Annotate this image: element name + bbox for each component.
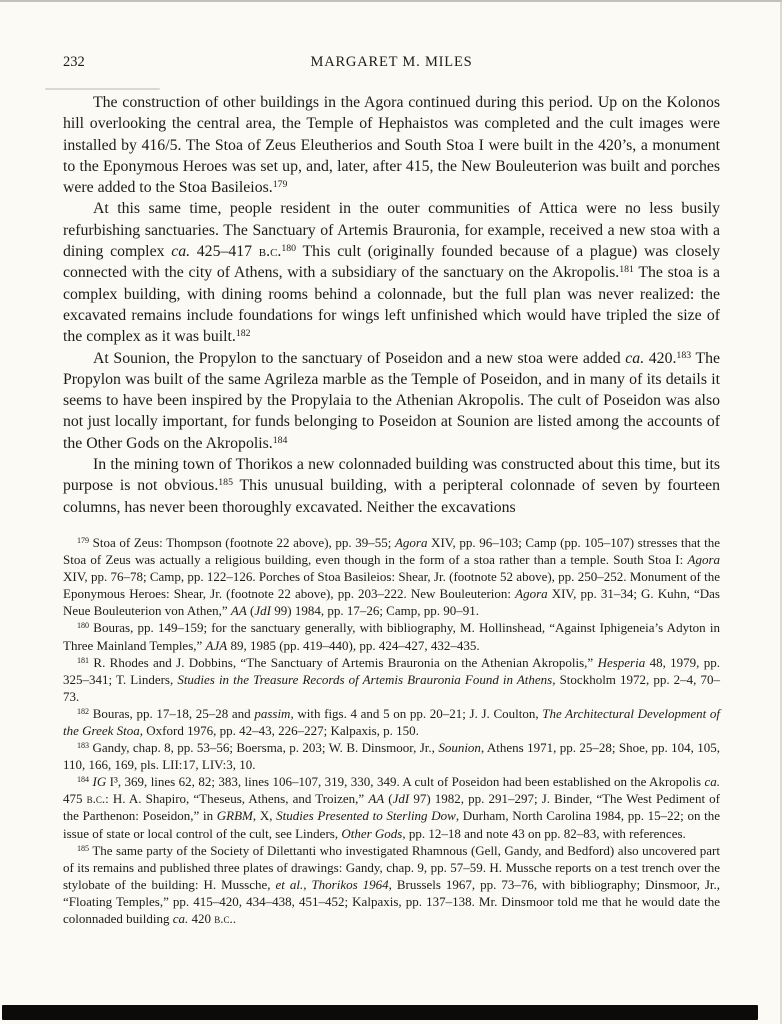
- body-paragraph-2: [63, 198, 720, 347]
- footnote-ref: 180: [77, 621, 90, 631]
- text-run: JdI: [392, 791, 410, 807]
- page-content: [63, 92, 720, 927]
- footnote-185: [63, 842, 720, 927]
- footnote-ref: 179: [272, 179, 288, 191]
- text-run: (: [384, 791, 393, 807]
- text-run: 425–417: [190, 243, 259, 261]
- footnote-180: [63, 619, 720, 653]
- text-run: Stoa of Zeus: Thompson (footnote 22 above), pp. 39–55;: [89, 534, 395, 550]
- footnote-ref: 183: [676, 349, 692, 361]
- text-run: Studies Presented to Sterling Dow: [276, 808, 456, 824]
- text-run: 420: [188, 911, 215, 926]
- text-run: The construction of other buildings in the Agora continued during this period. Up on the Kolonos hill overlooking the central area, the Temple of Hephaistos was completed and the cult images were installed by 416/5. The Stoa of Zeus Eleutherios and South Stoa I were built in the 420’s, a monument to the Eponymous Heroes was set up, and, later, after 415, the New Bouleuterion was built and porches were added to the Stoa Basileios.: [63, 94, 720, 197]
- text-run: Bouras, pp. 17–18, 25–28 and: [89, 705, 255, 721]
- text-run: Gandy, chap. 8, pp. 53–56; Boersma, p. 203; W. B. Dinsmoor, Jr.,: [89, 740, 439, 756]
- text-run: Studies in the Treasure Records of Artemis Brauronia Found in Athens: [177, 671, 553, 687]
- text-run: (: [246, 603, 255, 619]
- text-run: XIV, pp. 76–78; Camp, pp. 122–126. Porches of Stoa Basileios: Shear, Jr. (footnote 52 above), pp. 250–252. Monument of the Eponymous Heroes: Shear, Jr. (footnote 22 above), pp. 203–222. New Bouleuterion:: [63, 569, 720, 602]
- text-run: R. Rhodes and J. Dobbins, “The Sanctuary of Artemis Brauronia on the Athenian Akropolis,”: [89, 654, 598, 670]
- text-run: AA: [230, 603, 247, 619]
- footnote-ref: 184: [77, 775, 90, 785]
- text-run: XIV, pp. 31–34; G. Kuhn, “Das Neue Bouleuterion von Athen,”: [63, 586, 720, 619]
- text-run: This cult (originally founded because of a plague) was closely connected with the city of Athens, with a subsidiary of the sanctuary on the Akropolis.: [63, 243, 721, 282]
- footnote-179: [63, 534, 720, 619]
- text-run: The stoa is a complex building, with dining rooms behind a colonnade, but the full plan was never realized: the excavated remains include foundations for wings left unfinished which would have tripled the size of the complex as it was built.: [63, 264, 720, 346]
- running-header: [63, 54, 720, 71]
- text-run: , Oxford 1976, pp. 42–43, 226–227; Kalpaxis, p. 150.: [139, 722, 419, 738]
- text-run: b.c.: [258, 243, 282, 261]
- text-run: At Sounion, the Propylon to the sanctuary of Poseidon and a new stoa were added: [93, 349, 626, 367]
- text-run: : H. A. Shapiro, “Theseus, Athens, and Troizen,”: [105, 791, 369, 807]
- text-run: 97) 1982, pp. 291–297; J. Binder, “The West Pediment of the Parthenon: Poseidon,” in: [63, 791, 720, 824]
- text-run: , Athens 1971, pp. 25–28; Shoe, pp. 104, 105, 110, 166, 169, pls. LII:17, LIV:3, 10.: [63, 740, 721, 773]
- text-run: 89, 1985 (pp. 419–440), pp. 424–427, 432–435.: [227, 637, 480, 653]
- footnote-ref: 185: [77, 843, 90, 853]
- text-run: XIV, pp. 96–103; Camp (pp. 105–107) stresses that the Stoa of Zeus was actually a religious building, even though in the form of a stoa rather than a temple. South Stoa I:: [63, 534, 720, 568]
- text-run: 475: [63, 791, 87, 807]
- text-run: et al.: [275, 876, 304, 892]
- text-run: ca.: [625, 349, 645, 367]
- text-run: Hesperia: [597, 654, 646, 670]
- footnote-182: [63, 705, 720, 739]
- body-paragraph-4: [63, 454, 720, 518]
- footnote-ref: 180: [281, 243, 297, 255]
- text-run: Sounion: [438, 740, 481, 756]
- text-run: At this same time, people resident in the outer communities of Attica were no less busily refurbishing sanctuaries. The Sanctuary of Artemis Brauronia, for example, received a new stoa with a dining complex: [63, 200, 720, 261]
- text-run: b.c.: [214, 911, 233, 926]
- text-run: 420.: [644, 349, 677, 367]
- scan-artifact-smudge: [45, 88, 160, 90]
- footnote-ref: 182: [77, 706, 90, 716]
- text-run: I³, 369, lines 62, 82; 383, lines 106–107, 319, 330, 349. A cult of Poseidon had been established on the Akropolis: [106, 774, 705, 790]
- text-run: , Stockholm 1972, pp. 2–4, 70–73.: [63, 671, 720, 704]
- text-run: JdI: [254, 603, 271, 619]
- text-run: ca.: [171, 243, 191, 261]
- text-run: ca.: [704, 774, 720, 790]
- text-run: ca.: [172, 911, 189, 926]
- text-run: Thorikos 1964: [311, 876, 389, 892]
- text-run: Agora: [687, 552, 720, 568]
- text-run: The Architectural Development of the Greek Stoa: [63, 705, 720, 738]
- text-run: This unusual building, with a peripteral colonnade of seven by fourteen columns, has never been thoroughly excavated. Neither the excavations: [63, 477, 720, 516]
- text-run: , Brussels 1967, pp. 73–76, with bibliography; Dinsmoor, Jr., “Floating Temples,” pp. 415–420, 434–438, 451–452; Kalpaxis, pp. 137–138. Mr. Dinsmoor told me that he would date the colonnaded building: [63, 876, 720, 926]
- text-run: , Durham, North Carolina 1984, pp. 15–22; on the issue of state or local control of the cult, see Linders,: [63, 808, 721, 841]
- footnote-ref: 183: [77, 741, 90, 751]
- body-paragraph-3: [63, 348, 720, 454]
- text-run: IG: [92, 774, 107, 790]
- text-run: 99) 1984, pp. 17–26; Camp, pp. 90–91.: [270, 603, 479, 619]
- footnote-184: [63, 773, 720, 841]
- footnote-ref: 181: [77, 655, 90, 665]
- text-run: Other Gods: [341, 825, 403, 841]
- text-run: GRBM: [216, 808, 253, 824]
- footnote-ref: 181: [619, 264, 634, 276]
- body-paragraph-1: [63, 92, 720, 198]
- scan-artifact-bottom-edge: [2, 1005, 758, 1020]
- text-run: In the mining town of Thorikos a new colonnaded building was constructed about this time, but its purpose is not obvious.: [63, 456, 720, 495]
- text-run: .: [232, 911, 237, 926]
- footnote-ref: 182: [235, 328, 251, 340]
- footnotes-section: [63, 534, 720, 927]
- text-run: Agora: [394, 534, 428, 550]
- running-head-title: MARGARET M. MILES: [310, 54, 473, 70]
- text-run: passim: [254, 705, 291, 721]
- text-run: The Propylon was built of the same Agrileza marble as the Temple of Poseidon, and in many of its details it seems to have been inspired by the Propylaia to the Athenian Akropolis. The cult of Poseidon was also not just locally important, for funds belonging to Poseidon at Sounion are listed among the accounts of the Other Gods on the Akropolis.: [63, 349, 720, 452]
- text-run: , pp. 12–18 and note 43 on pp. 82–83, with references.: [402, 825, 686, 841]
- text-run: 48, 1979, pp. 325–341; T. Linders,: [63, 654, 721, 687]
- text-run: The same party of the Society of Dilettanti who investigated Rhamnous (Gell, Gandy, and Bedford) also uncovered part of its remains and published three plates of drawings: Gandy, chap. 9, pp. 57–59. H. Mussche reports on a test trench over the stylobate of the building: H. Mussche,: [63, 842, 720, 892]
- text-run: b.c.: [86, 791, 106, 807]
- text-run: Agora: [515, 586, 548, 602]
- text-run: AJA: [205, 637, 228, 653]
- footnote-ref: 184: [272, 434, 288, 446]
- page-number: 232: [63, 54, 85, 70]
- text-run: Bouras, pp. 149–159; for the sanctuary generally, with bibliography, M. Hollinshead, “Against Iphigeneia’s Adyton in Three Mainland Temples,”: [63, 620, 720, 653]
- text-run: , with figs. 4 and 5 on pp. 20–21; J. J. Coulton,: [290, 705, 543, 721]
- text-run: ,: [303, 876, 312, 892]
- footnote-183: [63, 739, 720, 773]
- text-run: , X,: [252, 808, 277, 824]
- footnote-ref: 179: [77, 535, 90, 545]
- text-run: AA: [368, 791, 385, 807]
- footnote-ref: 185: [218, 477, 233, 489]
- footnote-181: [63, 654, 720, 705]
- scan-artifact-top-edge: [0, 0, 782, 2]
